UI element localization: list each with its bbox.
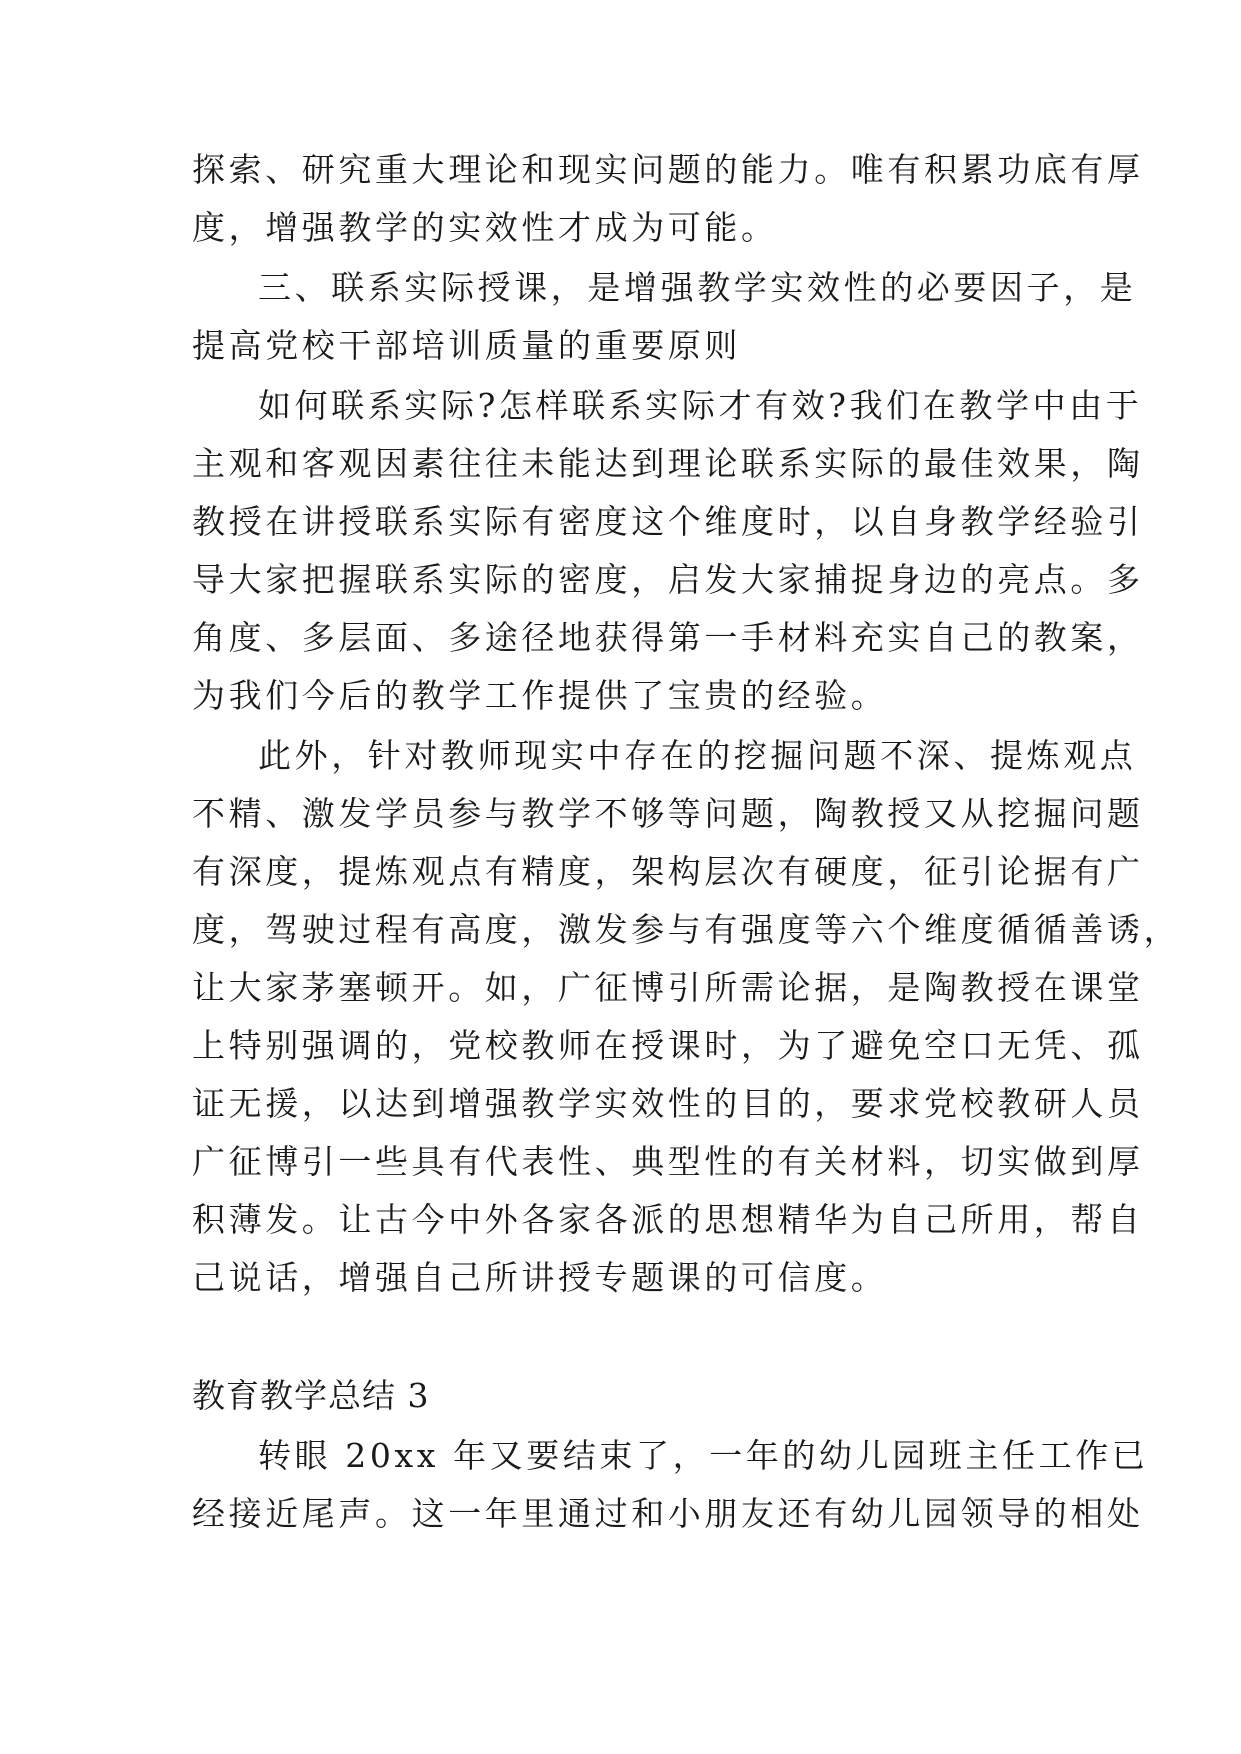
text-line: 如何联系实际?怎样联系实际才有效?我们在教学中由于 xyxy=(258,386,1143,425)
text-line: 度，增强教学的实效性才成为可能。 xyxy=(192,208,778,247)
text-line: 探索、研究重大理论和现实问题的能力。唯有积累功底有厚 xyxy=(192,150,1144,189)
text-line: 证无援，以达到增强教学实效性的目的，要求党校教研人员 xyxy=(192,1084,1144,1123)
text-line: 上特别强调的，党校教师在授课时，为了避免空口无凭、孤 xyxy=(192,1026,1144,1065)
text-line: 教授在讲授联系实际有密度这个维度时，以自身教学经验引 xyxy=(192,502,1144,541)
text-line: 积薄发。让古今中外各家各派的思想精华为自己所用，帮自 xyxy=(192,1200,1144,1239)
text-line: 为我们今后的教学工作提供了宝贵的经验。 xyxy=(192,676,888,715)
text-line: 有深度，提炼观点有精度，架构层次有硬度，征引论据有广 xyxy=(192,852,1144,891)
text-line: 此外，针对教师现实中存在的挖掘问题不深、提炼观点 xyxy=(258,736,1137,775)
text-line: 广征博引一些具有代表性、典型性的有关材料，切实做到厚 xyxy=(192,1142,1144,1181)
section-heading-line: 提高党校干部培训质量的重要原则 xyxy=(192,326,741,365)
text-line: 度，驾驶过程有高度，激发参与有强度等六个维度循循善诱， xyxy=(192,910,1181,949)
section-title: 教育教学总结 3 xyxy=(192,1376,430,1415)
section-heading-line: 三、联系实际授课，是增强教学实效性的必要因子，是 xyxy=(258,268,1137,307)
text-line: 经接近尾声。这一年里通过和小朋友还有幼儿园领导的相处 xyxy=(192,1494,1144,1533)
text-line: 角度、多层面、多途径地获得第一手材料充实自己的教案， xyxy=(192,618,1144,657)
text-line: 主观和客观因素往往未能达到理论联系实际的最佳效果，陶 xyxy=(192,444,1144,483)
text-line: 让大家茅塞顿开。如，广征博引所需论据，是陶教授在课堂 xyxy=(192,968,1144,1007)
text-line: 转眼 20xx 年又要结束了，一年的幼儿园班主任工作已 xyxy=(258,1436,1149,1475)
text-line: 导大家把握联系实际的密度，启发大家捕捉身边的亮点。多 xyxy=(192,560,1144,599)
text-line: 己说话，增强自己所讲授专题课的可信度。 xyxy=(192,1258,888,1297)
text-line: 不精、激发学员参与教学不够等问题，陶教授又从挖掘问题 xyxy=(192,794,1144,833)
